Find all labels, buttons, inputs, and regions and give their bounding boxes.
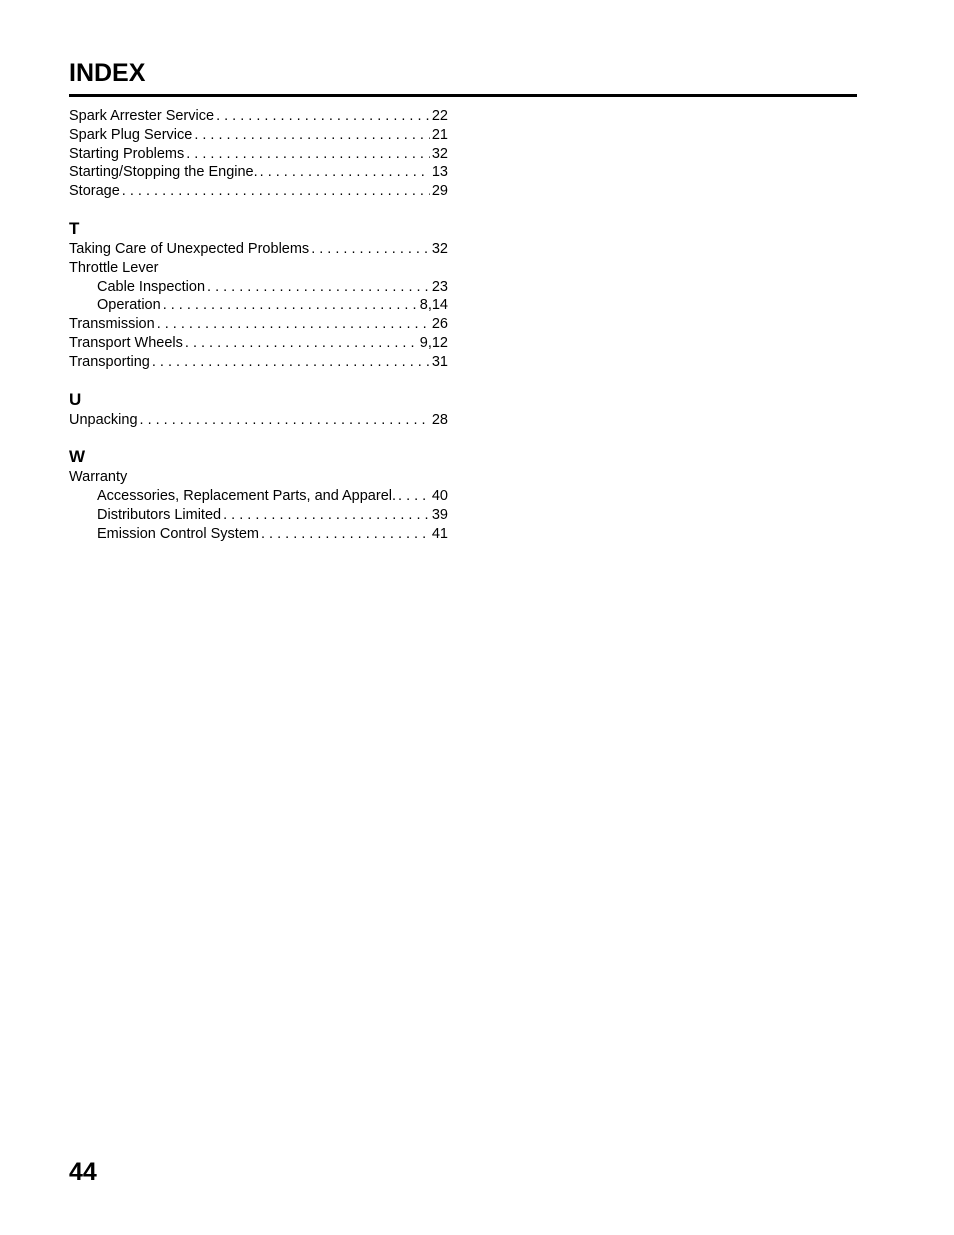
index-subentry (69, 278, 448, 297)
index-entry (69, 182, 448, 201)
index-entry (69, 259, 448, 278)
index-subentry (69, 525, 448, 544)
dot-leader (398, 487, 430, 506)
entry-page-ref: 29 (431, 183, 448, 200)
index-entry (69, 334, 448, 353)
entry-label: Distributors Limited (97, 506, 222, 523)
entry-label: Unpacking (69, 411, 138, 428)
index-entry (69, 411, 448, 430)
entry-label: Warranty (69, 469, 128, 486)
entry-page-ref: 40 (431, 488, 448, 505)
entry-label: Spark Arrester Service (69, 108, 215, 124)
dot-leader (163, 296, 418, 315)
entry-page-ref: 32 (431, 145, 448, 162)
dot-leader (261, 525, 430, 544)
dot-leader (260, 163, 430, 182)
index-group (69, 107, 448, 201)
index-entry (69, 240, 448, 259)
entry-label: Transport Wheels (69, 334, 183, 351)
entry-label: Starting/Stopping the Engine. (69, 164, 258, 181)
entry-label: Spark Plug Service (69, 126, 193, 143)
entry-label: Starting Problems (69, 145, 185, 162)
entry-page-ref: 26 (431, 316, 448, 333)
entry-label: Cable Inspection (97, 278, 206, 295)
entry-page-ref: 13 (431, 164, 448, 181)
entry-label: Taking Care of Unexpected Problems (69, 240, 310, 257)
index-subentry (69, 506, 448, 525)
index-group (69, 390, 448, 430)
section-letter: W (69, 447, 86, 467)
entry-page-ref: 23 (431, 278, 448, 295)
title-rule (69, 94, 857, 97)
entry-page-ref: 9,12 (419, 334, 448, 351)
dot-leader (186, 145, 430, 164)
entry-label: Emission Control System (97, 525, 259, 542)
index-entry (69, 126, 448, 145)
entry-label: Transporting (69, 353, 150, 370)
entry-label: Throttle Lever (69, 259, 159, 276)
entry-page-ref: 22 (431, 108, 448, 124)
index-entry (69, 353, 448, 372)
entry-label: Transmission (69, 316, 155, 333)
dot-leader (152, 353, 430, 372)
entry-page-ref: 8,14 (419, 297, 448, 314)
index-entry (69, 107, 448, 126)
dot-leader (311, 240, 430, 259)
index-list (69, 107, 448, 562)
entry-page-ref: 21 (431, 126, 448, 143)
index-entry (69, 468, 448, 487)
entry-page-ref: 32 (431, 240, 448, 257)
dot-leader (122, 182, 430, 201)
index-entry (69, 145, 448, 164)
entry-page-ref: 41 (431, 525, 448, 542)
dot-leader (207, 278, 430, 297)
section-letter: T (69, 218, 80, 238)
entry-label: Operation (97, 297, 161, 314)
dot-leader (223, 506, 430, 525)
page-title: INDEX (69, 59, 146, 87)
index-group (69, 219, 448, 372)
index-group (69, 447, 448, 543)
index-subentry (69, 487, 448, 506)
dot-leader (157, 315, 430, 334)
dot-leader (216, 107, 430, 126)
entry-page-ref: 28 (431, 411, 448, 428)
dot-leader (140, 411, 430, 430)
index-entry (69, 163, 448, 182)
dot-leader (185, 334, 418, 353)
entry-label: Storage (69, 183, 120, 200)
page-number: 44 (69, 1158, 97, 1186)
entry-page-ref: 31 (431, 353, 448, 370)
index-subentry (69, 296, 448, 315)
entry-page-ref: 39 (431, 506, 448, 523)
dot-leader (194, 126, 430, 145)
section-letter: U (69, 389, 82, 409)
index-entry (69, 315, 448, 334)
entry-label: Accessories, Replacement Parts, and Apparel. (97, 488, 397, 505)
